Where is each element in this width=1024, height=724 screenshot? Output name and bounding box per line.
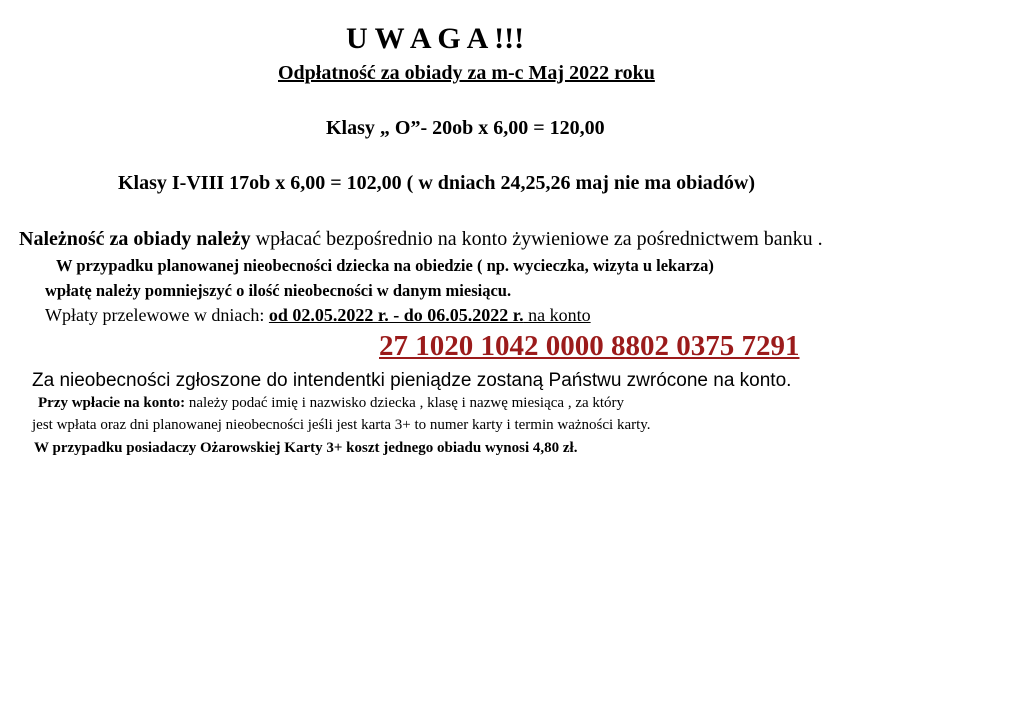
payment-instructions-bold: Przy wpłacie na konto:	[38, 395, 186, 411]
class-o-fee: Klasy „ O”- 20ob x 6,00 = 120,00	[326, 117, 605, 139]
payment-instructions-1	[38, 396, 624, 411]
transfer-label: Wpłaty przelewowe w dniach:	[45, 305, 269, 325]
absence-note-2: wpłatę należy pomniejszyć o ilość nieobecności w danym miesiącu.	[45, 281, 512, 300]
class-i-viii-fee: Klasy I-VIII 17ob x 6,00 = 102,00 ( w dniach 24,25,26 maj nie ma obiadów)	[118, 172, 756, 194]
card-holders-note: W przypadku posiadaczy Ożarowskiej Karty 3+ koszt jednego obiadu wynosi 4,80 zł.	[34, 440, 578, 456]
notice-subtitle: Odpłatność za obiady za m-c Maj 2022 roku	[278, 62, 655, 84]
payment-info-rest: wpłacać bezpośrednio na konto żywieniowe za pośrednictwem banku .	[250, 228, 823, 250]
payment-info	[19, 229, 823, 249]
absence-note-1: W przypadku planowanej nieobecności dziecka na obiedzie ( np. wycieczka, wizyta u lekarza)	[56, 256, 714, 275]
account-number: 27 1020 1042 0000 8802 0375 7291	[379, 330, 800, 362]
payment-info-bold: Należność za obiady należy	[19, 228, 251, 250]
transfer-dates	[45, 306, 591, 324]
payment-instructions-2: jest wpłata oraz dni planowanej nieobecności jeśli jest karta 3+ to numer karty i termin ważności karty.	[32, 417, 651, 433]
notice-heading: U W A G A !!!	[346, 22, 525, 55]
payment-instructions-rest: należy podać imię i nazwisko dziecka , klasę i nazwę miesiąca , za który	[185, 395, 625, 411]
refund-note: Za nieobecności zgłoszone do intendentki pieniądze zostaną Państwu zwrócone na konto.	[32, 370, 792, 391]
transfer-suffix: na konto	[523, 305, 591, 325]
transfer-date-range: od 02.05.2022 r. - do 06.05.2022 r.	[268, 305, 524, 325]
